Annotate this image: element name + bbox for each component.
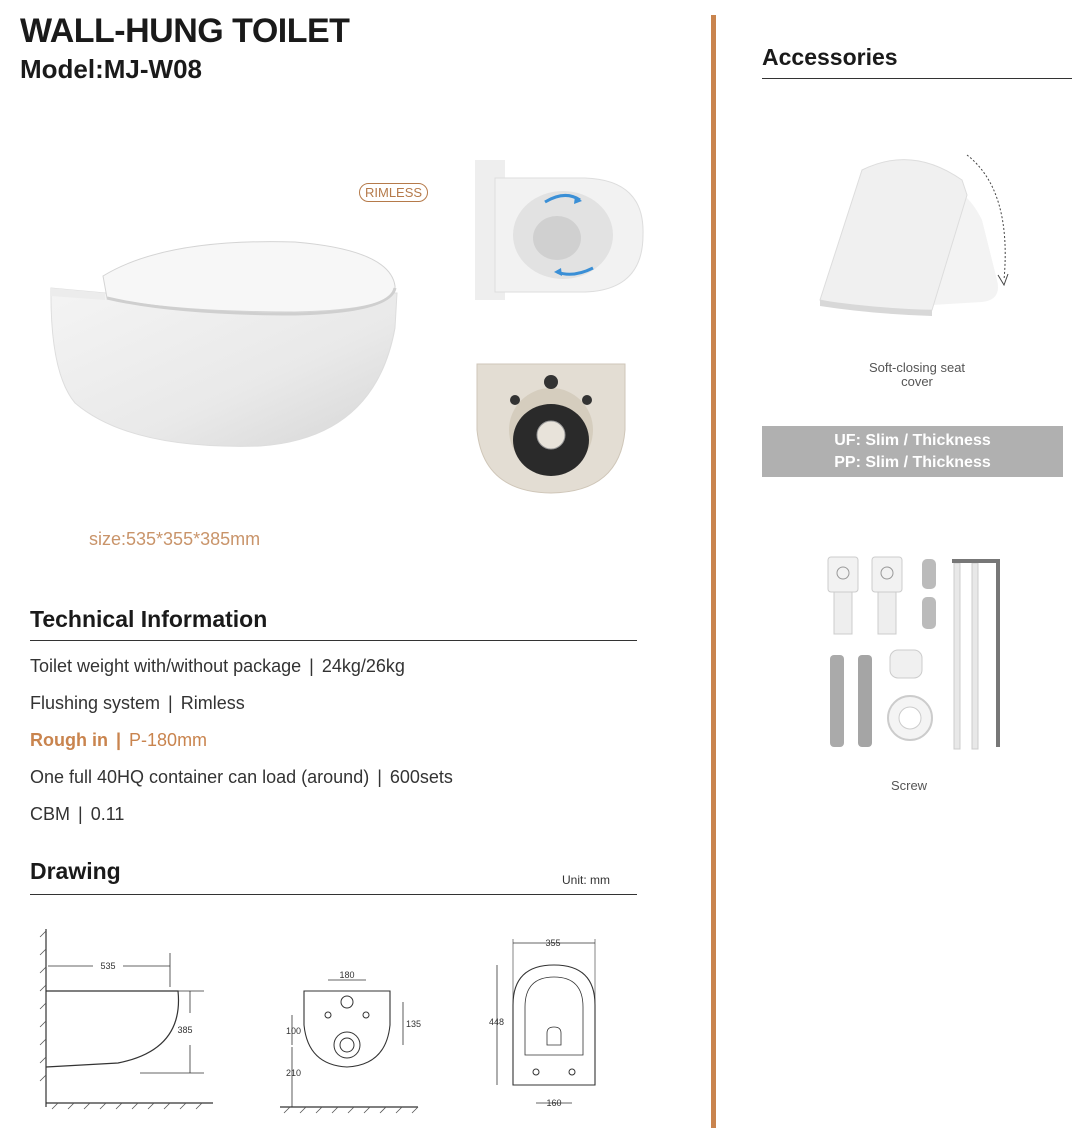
seat-caption xyxy=(847,361,987,389)
drawing-unit: Unit: mm xyxy=(562,873,610,887)
info-separator: | xyxy=(115,730,122,750)
seat-caption-line1: Soft-closing seat xyxy=(868,360,966,375)
info-label: Rough in xyxy=(30,730,108,750)
info-value: 24kg/26kg xyxy=(321,656,405,676)
info-label: One full 40HQ container can load (around) xyxy=(30,767,370,787)
page-title: WALL-HUNG TOILET xyxy=(20,12,350,50)
top-bottom-label: 160 xyxy=(546,1098,562,1108)
top-view-drawing xyxy=(485,935,610,1115)
back-top-label: 180 xyxy=(339,970,355,980)
accessories-rule xyxy=(762,78,1072,79)
seat-option-pp: PP: Slim / Thickness xyxy=(834,454,991,471)
info-row-flushing xyxy=(30,693,245,714)
top-length-label: 448 xyxy=(489,1017,505,1027)
info-value: P-180mm xyxy=(129,730,208,750)
info-label: Flushing system xyxy=(30,693,161,713)
product-size: size:535*355*385mm xyxy=(89,529,261,549)
seat-cover-image xyxy=(812,150,1017,330)
drawing-rule xyxy=(30,894,637,895)
seat-caption-line2: cover xyxy=(901,374,933,389)
drawing-heading: Drawing xyxy=(30,858,121,884)
column-divider xyxy=(711,15,716,1128)
seat-options-box xyxy=(762,426,1063,477)
toilet-back-image xyxy=(475,360,627,495)
info-row-cbm xyxy=(30,804,124,825)
info-row-weight xyxy=(30,656,405,677)
side-width-label: 535 xyxy=(100,961,116,971)
info-separator: | xyxy=(377,767,382,787)
technical-rule xyxy=(30,640,637,641)
info-separator: | xyxy=(78,804,83,824)
info-separator: | xyxy=(309,656,314,676)
rimless-badge: RIMLESS xyxy=(359,183,428,202)
info-label: CBM xyxy=(30,804,70,824)
screw-caption: Screw xyxy=(890,778,928,793)
seat-option-uf: UF: Slim / Thickness xyxy=(834,432,991,449)
info-value: 0.11 xyxy=(90,804,125,824)
technical-heading: Technical Information xyxy=(30,606,268,632)
top-width-label: 355 xyxy=(545,938,561,948)
back-left-label: 100 xyxy=(286,1026,302,1036)
toilet-main-image xyxy=(45,238,405,453)
accessories-heading: Accessories xyxy=(762,44,898,70)
side-height-label: 385 xyxy=(177,1025,193,1035)
side-view-drawing xyxy=(38,925,218,1115)
info-value: 600sets xyxy=(389,767,453,787)
back-view-drawing xyxy=(278,965,423,1115)
info-separator: | xyxy=(168,693,173,713)
info-label: Toilet weight with/without package xyxy=(30,656,302,676)
model-number: Model:MJ-W08 xyxy=(20,54,202,84)
bowl-interior-image xyxy=(475,160,645,300)
info-row-container xyxy=(30,767,453,788)
info-value: Rimless xyxy=(180,693,245,713)
info-row-rough-in xyxy=(30,730,207,751)
screw-kit-image xyxy=(824,555,1004,751)
back-right-label: 135 xyxy=(406,1019,422,1029)
back-bottom-label: 210 xyxy=(286,1068,302,1078)
